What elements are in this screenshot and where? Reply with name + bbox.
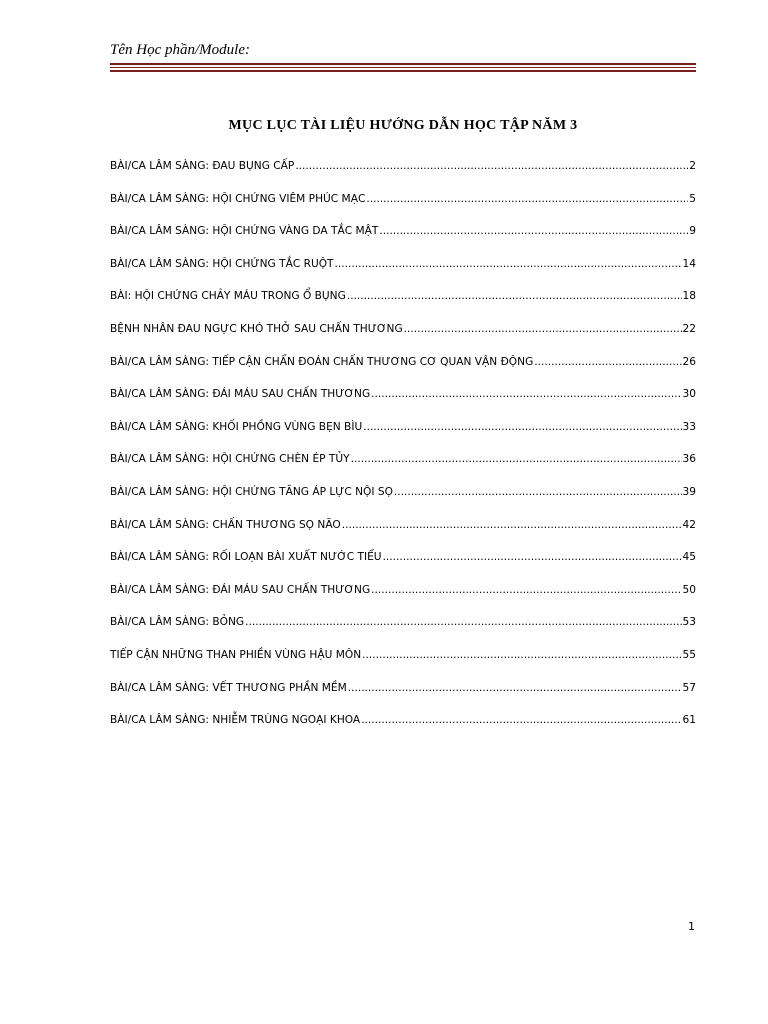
toc-dot-leader	[394, 483, 682, 501]
toc-entry[interactable]	[110, 613, 696, 646]
toc-dot-leader	[404, 320, 682, 338]
toc-entry-page: 30	[682, 388, 696, 401]
toc-entry-title: BÀI/CA LÂM SÀNG: TIẾP CẬN CHẨN ĐOÁN CHẤN THƯƠNG CƠ QUAN VẬN ĐỘNG	[110, 355, 534, 368]
toc-entry[interactable]	[110, 548, 696, 581]
toc-entry-title: BÀI/CA LÂM SÀNG: HỘI CHỨNG VIÊM PHÚC MẠC	[110, 192, 366, 205]
toc-entry[interactable]	[110, 418, 696, 451]
toc-entry-page: 33	[682, 420, 696, 433]
toc-entry-page: 36	[682, 453, 696, 466]
toc-entry-title: BÀI/CA LÂM SÀNG: NHIỄM TRÙNG NGOẠI KHOA	[110, 714, 361, 727]
toc-dot-leader	[347, 287, 682, 305]
toc-entry-page: 39	[682, 485, 696, 498]
toc-dot-leader	[366, 190, 688, 208]
toc-dot-leader	[361, 711, 681, 729]
header-rule-middle	[110, 67, 696, 68]
toc-entry[interactable]	[110, 711, 696, 744]
toc-entry-page: 26	[682, 355, 696, 368]
toc-entry[interactable]	[110, 450, 696, 483]
toc-entry-page: 57	[682, 681, 696, 694]
toc-entry-title: BÀI/CA LÂM SÀNG: ĐÁI MÁU SAU CHẤN THƯƠNG	[110, 388, 371, 401]
toc-dot-leader	[245, 613, 681, 631]
toc-entry-title: BÀI/CA LÂM SÀNG: KHỐI PHỒNG VÙNG BẸN BÌU	[110, 420, 363, 433]
header-rule-top	[110, 63, 696, 65]
toc-entry-page: 18	[682, 290, 696, 303]
toc-entry[interactable]	[110, 255, 696, 288]
toc-entry-title: BÀI/CA LÂM SÀNG: CHẤN THƯƠNG SỌ NÃO	[110, 518, 341, 531]
toc-entry-title: BÀI/CA LÂM SÀNG: ĐÁI MÁU SAU CHẤN THƯƠNG	[110, 583, 371, 596]
toc-dot-leader	[371, 385, 681, 403]
toc-entry[interactable]	[110, 679, 696, 712]
toc-entry-title: BÀI/CA LÂM SÀNG: HỘI CHỨNG TĂNG ÁP LỰC NỘI SỌ	[110, 485, 393, 498]
toc-entry-title: BÀI/CA LÂM SÀNG: RỐI LOẠN BÀI XUẤT NƯỚC TIỂU	[110, 551, 382, 564]
toc-entry-title: TIẾP CẬN NHỮNG THAN PHIỀN VÙNG HẬU MÔN	[110, 648, 362, 661]
toc-entry-page: 14	[682, 257, 696, 270]
toc-entry-page: 61	[682, 714, 696, 727]
toc-dot-leader	[379, 222, 688, 240]
toc-dot-leader	[383, 548, 682, 566]
toc-entry-page: 45	[682, 551, 696, 564]
toc-entry-title: BÀI/CA LÂM SÀNG: HỘI CHỨNG TẮC RUỘT	[110, 257, 334, 270]
header-rule-bottom	[110, 70, 696, 72]
page-number: 1	[688, 920, 695, 933]
toc-entry-page: 9	[689, 225, 696, 238]
toc-entry[interactable]	[110, 157, 696, 190]
toc-entry-title: BÀI/CA LÂM SÀNG: HỘI CHỨNG CHÈN ÉP TỦY	[110, 453, 350, 466]
toc-dot-leader	[295, 157, 688, 175]
toc-entry-page: 5	[689, 192, 696, 205]
toc-dot-leader	[534, 353, 681, 371]
toc-entry[interactable]	[110, 287, 696, 320]
toc-entry[interactable]	[110, 222, 696, 255]
toc-entry[interactable]	[110, 581, 696, 614]
module-header-label: Tên Học phần/Module:	[110, 42, 250, 58]
toc-dot-leader	[351, 450, 682, 468]
toc-entry[interactable]	[110, 483, 696, 516]
toc-dot-leader	[335, 255, 682, 273]
toc-entry-page: 2	[689, 160, 696, 172]
toc-entry[interactable]	[110, 516, 696, 549]
toc-entry[interactable]	[110, 646, 696, 679]
toc-entry-title: BÀI/CA LÂM SÀNG: BỎNG	[110, 616, 245, 629]
toc-entry-page: 50	[682, 583, 696, 596]
table-of-contents	[110, 157, 696, 744]
toc-entry-title: BÀI/CA LÂM SÀNG: VẾT THƯƠNG PHẦN MỀM	[110, 681, 347, 694]
toc-entry-page: 55	[682, 648, 696, 661]
toc-entry-title: BÀI/CA LÂM SÀNG: HỘI CHỨNG VÀNG DA TẮC MẬT	[110, 225, 379, 238]
document-title: MỤC LỤC TÀI LIỆU HƯỚNG DẪN HỌC TẬP NĂM 3	[228, 118, 578, 133]
toc-dot-leader	[363, 418, 681, 436]
toc-dot-leader	[371, 581, 681, 599]
toc-entry-page: 22	[682, 322, 696, 335]
toc-entry-title: BÀI: HỘI CHỨNG CHẢY MÁU TRONG Ổ BỤNG	[110, 290, 346, 303]
toc-entry[interactable]	[110, 385, 696, 418]
toc-dot-leader	[342, 516, 682, 534]
toc-entry[interactable]	[110, 353, 696, 386]
toc-entry[interactable]	[110, 320, 696, 353]
toc-dot-leader	[348, 679, 682, 697]
toc-entry-page: 53	[682, 616, 696, 629]
toc-entry-title: BÀI/CA LÂM SÀNG: ĐAU BỤNG CẤP	[110, 160, 295, 172]
toc-entry-page: 42	[682, 518, 696, 531]
toc-entry[interactable]	[110, 190, 696, 223]
toc-dot-leader	[362, 646, 681, 664]
toc-entry-title: BỆNH NHÂN ĐAU NGỰC KHÓ THỞ SAU CHẤN THƯƠNG	[110, 322, 403, 335]
